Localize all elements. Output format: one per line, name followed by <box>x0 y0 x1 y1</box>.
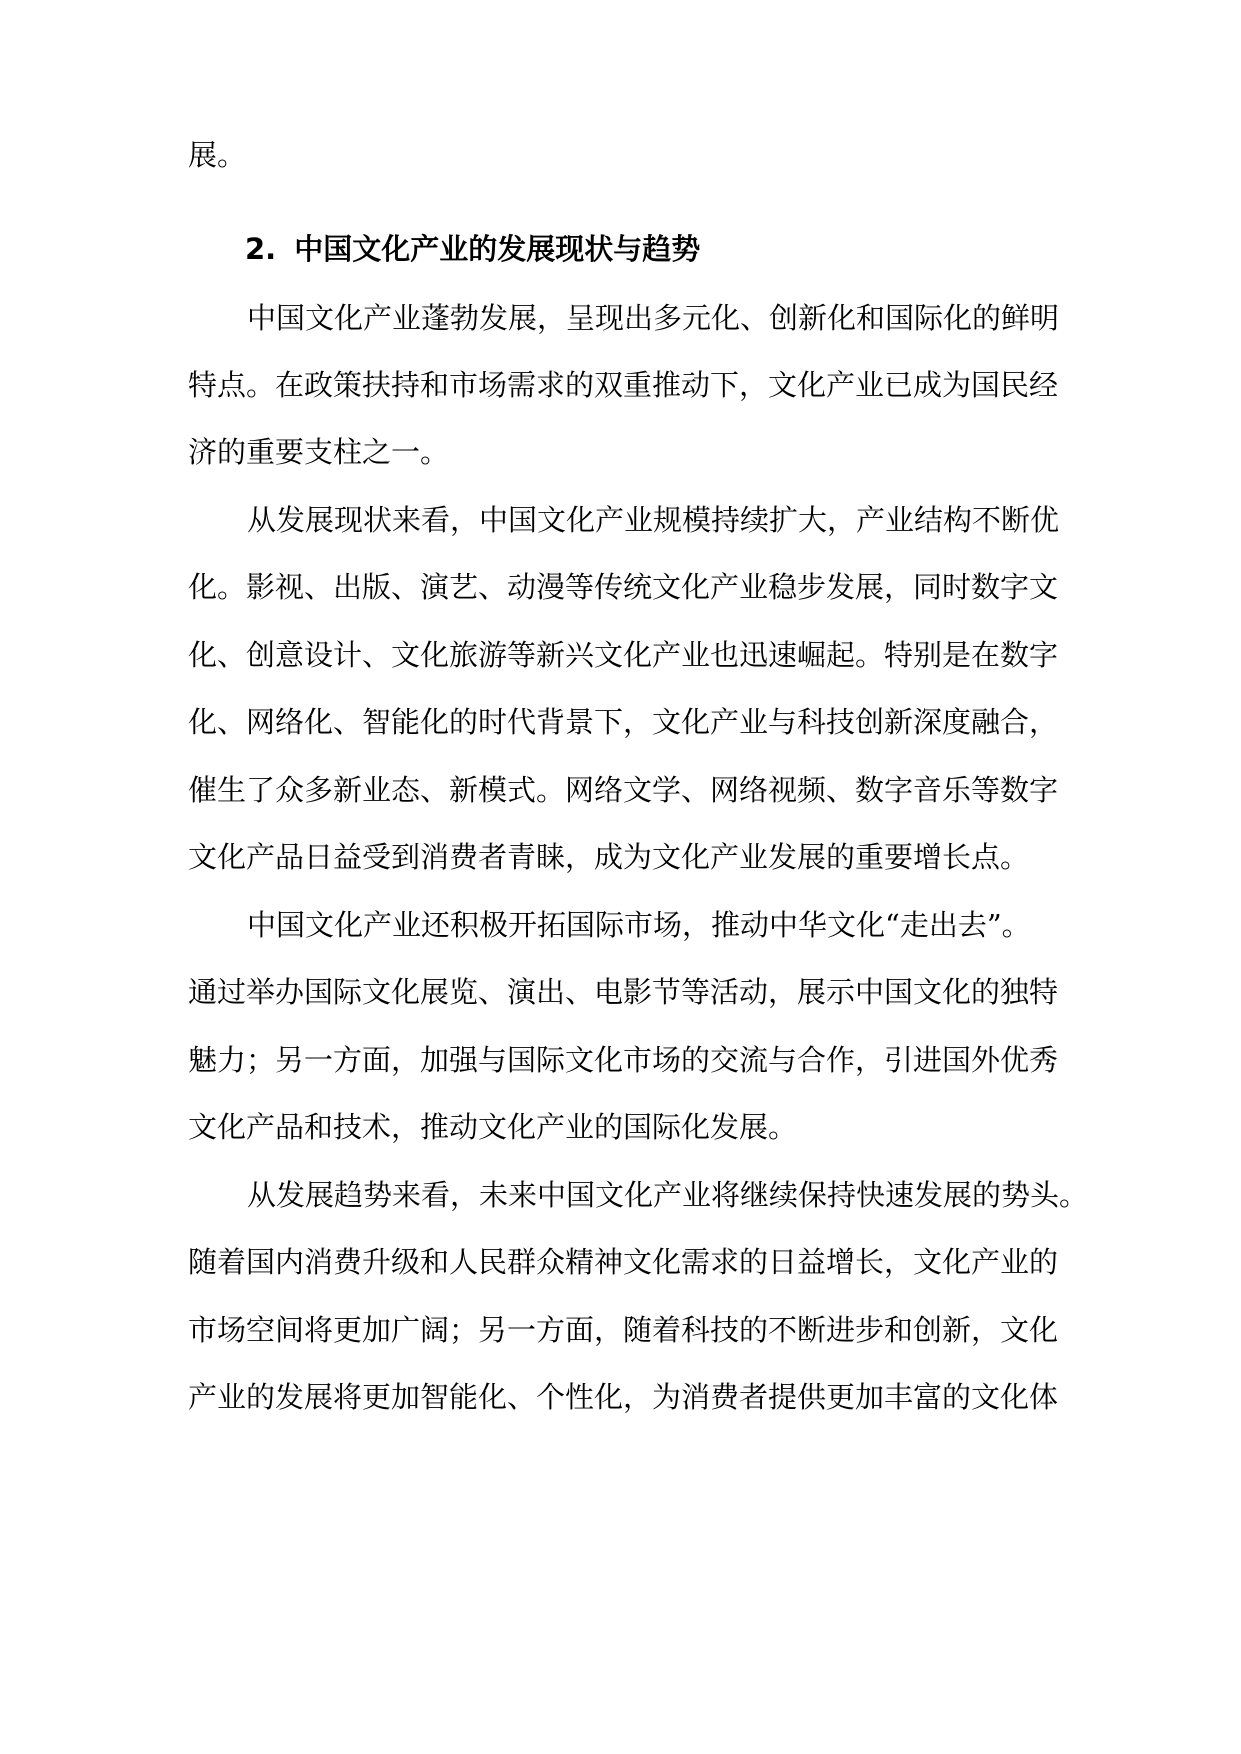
paragraph-3-line-1: 中国文化产业还积极开拓国际市场，推动中华文化“走出去”。 <box>247 908 1031 942</box>
paragraph-3-line-2: 通过举办国际文化展览、演出、电影节等活动，展示中国文化的独特 <box>188 975 1059 1009</box>
paragraph-2-line-6: 文化产品日益受到消费者青睐，成为文化产业发展的重要增长点。 <box>188 840 1030 874</box>
section-number: 2. <box>245 232 277 266</box>
paragraph-2-line-1: 从发展现状来看，中国文化产业规模持续扩大，产业结构不断优 <box>247 503 1060 537</box>
paragraph-2-line-5: 催生了众多新业态、新模式。网络文学、网络视频、数字音乐等数字 <box>188 773 1059 807</box>
paragraph-3-line-4: 文化产品和技术，推动文化产业的国际化发展。 <box>188 1110 798 1144</box>
paragraph-3-line-3: 魅力；另一方面，加强与国际文化市场的交流与合作，引进国外优秀 <box>188 1043 1059 1077</box>
paragraph-4-line-4: 产业的发展将更加智能化、个性化，为消费者提供更加丰富的文化体 <box>188 1380 1059 1414</box>
paragraph-4-line-2: 随着国内消费升级和人民群众精神文化需求的日益增长，文化产业的 <box>188 1245 1059 1279</box>
section-title: 中国文化产业的发展现状与趋势 <box>294 232 701 266</box>
paragraph-1-line-3: 济的重要支柱之一。 <box>188 435 450 469</box>
paragraph-1-line-2: 特点。在政策扶持和市场需求的双重推动下，文化产业已成为国民经 <box>188 368 1059 402</box>
paragraph-2-line-3: 化、创意设计、文化旅游等新兴文化产业也迅速崛起。特别是在数字 <box>188 638 1059 672</box>
section-heading <box>245 229 700 269</box>
paragraph-4-line-1: 从发展趋势来看，未来中国文化产业将继续保持快速发展的势头。 <box>247 1178 1089 1212</box>
paragraph-fragment-line: 展。 <box>188 138 247 172</box>
paragraph-2-line-2: 化。影视、出版、演艺、动漫等传统文化产业稳步发展，同时数字文 <box>188 570 1059 604</box>
paragraph-1-line-1: 中国文化产业蓬勃发展，呈现出多元化、创新化和国际化的鲜明 <box>247 301 1060 335</box>
paragraph-4-line-3: 市场空间将更加广阔；另一方面，随着科技的不断进步和创新，文化 <box>188 1313 1059 1347</box>
paragraph-2-line-4: 化、网络化、智能化的时代背景下，文化产业与科技创新深度融合， <box>188 705 1059 739</box>
